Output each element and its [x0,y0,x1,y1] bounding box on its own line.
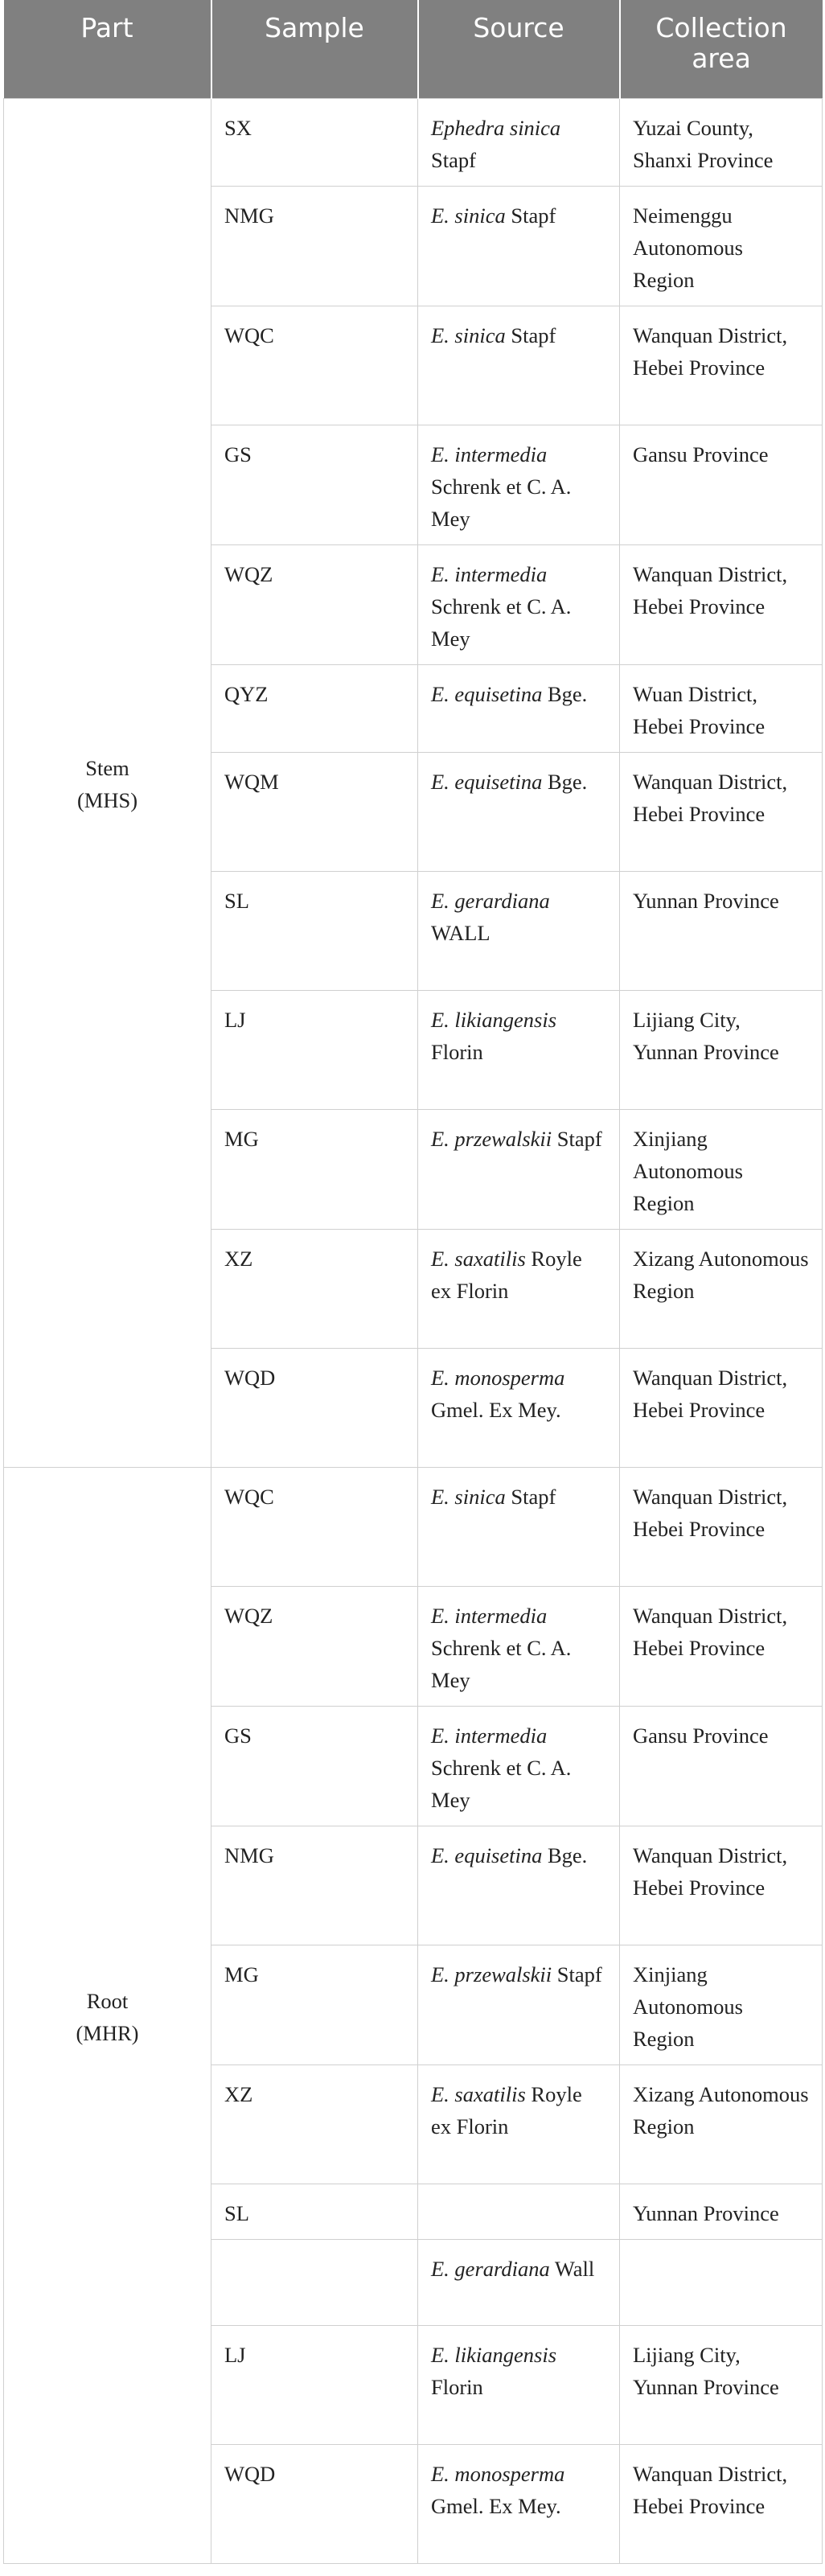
source-cell [418,1229,620,1348]
source-cell [418,1706,620,1826]
area-cell: Neimenggu Autonomous Region [620,186,823,306]
species-name: E. intermedia [431,1723,548,1748]
species-authority: Schrenk et C. A. Mey [431,1635,572,1692]
species-name: E. equisetina [431,681,543,706]
species-name: E. sinica [431,323,506,347]
sample-cell: WQZ [211,544,418,664]
area-cell: Wanquan District, Hebei Province [620,306,823,425]
species-authority: Stapf [505,1484,556,1509]
table-body [4,98,823,2563]
source-cell [418,1467,620,1586]
area-cell: Gansu Province [620,1706,823,1826]
area-cell: Wanquan District, Hebei Province [620,752,823,871]
sample-cell: WQM [211,752,418,871]
sample-cell: NMG [211,186,418,306]
column-header-sample: Sample [211,0,418,98]
area-cell [620,2239,823,2325]
sample-cell: WQC [211,1467,418,1586]
source-cell [418,544,620,664]
species-authority: Schrenk et C. A. Mey [431,594,572,651]
header-row [4,0,823,98]
area-cell: Xinjiang Autonomous Region [620,1109,823,1229]
species-authority: Florin [431,2374,483,2399]
species-authority: Bge. [542,1843,588,1867]
table-row [4,98,823,186]
source-cell [418,425,620,544]
species-name: E. sinica [431,1484,506,1509]
species-name: E. saxatilis [431,2081,526,2106]
species-authority: Gmel. Ex Mey. [431,2493,561,2518]
species-authority: Wall [549,2256,595,2281]
sample-cell: WQZ [211,1586,418,1706]
area-cell: Wanquan District, Hebei Province [620,544,823,664]
part-cell-root [4,1467,211,2563]
sample-cell: GS [211,1706,418,1826]
area-cell: Yunnan Province [620,871,823,990]
table-header [4,0,823,98]
species-name: Ephedra sinica [431,115,561,140]
source-cell [418,2239,620,2325]
species-name: E. likiangensis [431,2342,557,2367]
column-header-source: Source [418,0,620,98]
source-cell [418,1348,620,1467]
species-name: E. intermedia [431,1603,548,1628]
source-cell [418,664,620,752]
area-cell: Xinjiang Autonomous Region [620,1945,823,2064]
source-cell [418,2325,620,2444]
area-cell: Wanquan District, Hebei Province [620,2444,823,2563]
sample-cell: SL [211,871,418,990]
sample-cell: SL [211,2184,418,2239]
sample-cell: GS [211,425,418,544]
sample-cell: QYZ [211,664,418,752]
sample-cell: LJ [211,990,418,1109]
area-cell: Wuan District, Hebei Province [620,664,823,752]
source-cell [418,2064,620,2184]
source-cell [418,1945,620,2064]
source-cell [418,2444,620,2563]
sample-cell: XZ [211,2064,418,2184]
area-cell: Wanquan District, Hebei Province [620,1826,823,1945]
area-cell: Lijiang City, Yunnan Province [620,990,823,1109]
species-authority: Gmel. Ex Mey. [431,1397,561,1422]
column-header-part: Part [4,0,211,98]
sample-cell: LJ [211,2325,418,2444]
samples-table [3,0,823,2564]
source-cell [418,98,620,186]
table-row [4,1467,823,1586]
species-name: E. monosperma [431,1365,565,1390]
species-name: E. przewalskii [431,1126,552,1151]
species-authority: Bge. [542,681,588,706]
part-cell-stem [4,98,211,1467]
source-cell [418,1586,620,1706]
area-cell: Wanquan District, Hebei Province [620,1348,823,1467]
species-name: E. intermedia [431,442,548,466]
species-name: E. saxatilis [431,1246,526,1271]
area-cell: Yuzai County, Shanxi Province [620,98,823,186]
species-authority: Royle ex Florin [431,2081,582,2138]
sample-cell: NMG [211,1826,418,1945]
sample-cell: SX [211,98,418,186]
species-authority: Bge. [542,769,588,794]
area-cell: Lijiang City, Yunnan Province [620,2325,823,2444]
source-cell [418,2184,620,2239]
area-cell: Yunnan Province [620,2184,823,2239]
species-name: E. przewalskii [431,1962,552,1986]
source-cell [418,1826,620,1945]
species-authority: WALL [431,920,490,945]
source-cell [418,306,620,425]
species-name: E. equisetina [431,769,543,794]
species-name: E. sinica [431,203,506,228]
species-authority: Stapf [505,203,556,228]
species-authority: Florin [431,1039,483,1064]
sample-cell [211,2239,418,2325]
species-authority: Stapf [552,1962,602,1986]
species-name: E. intermedia [431,561,548,586]
sample-cell: WQC [211,306,418,425]
sample-cell: WQD [211,1348,418,1467]
species-authority: Stapf [552,1126,602,1151]
area-cell: Xizang Autonomous Region [620,2064,823,2184]
source-cell [418,186,620,306]
part-label: Root [86,1988,129,2013]
source-cell [418,990,620,1109]
species-authority: Stapf [505,323,556,347]
part-label: Stem [85,756,129,780]
area-cell: Wanquan District, Hebei Province [620,1586,823,1706]
sample-cell: MG [211,1109,418,1229]
species-authority: Schrenk et C. A. Mey [431,474,572,531]
species-authority: Royle ex Florin [431,1246,582,1303]
species-name: E. equisetina [431,1843,543,1867]
sample-cell: XZ [211,1229,418,1348]
sample-cell: WQD [211,2444,418,2563]
source-cell [418,871,620,990]
species-authority: Schrenk et C. A. Mey [431,1755,572,1812]
source-cell [418,752,620,871]
part-code: (MHR) [76,2020,139,2045]
species-name: E. monosperma [431,2461,565,2486]
area-cell: Gansu Province [620,425,823,544]
species-authority: Stapf [431,147,476,172]
column-header-collection-area: Collection area [620,0,823,98]
sample-cell: MG [211,1945,418,2064]
part-code: (MHS) [76,788,138,812]
species-name: E. gerardiana [431,888,550,913]
species-name: E. likiangensis [431,1007,557,1032]
area-cell: Wanquan District, Hebei Province [620,1467,823,1586]
area-cell: Xizang Autonomous Region [620,1229,823,1348]
species-name: E. gerardiana [431,2256,550,2281]
source-cell [418,1109,620,1229]
